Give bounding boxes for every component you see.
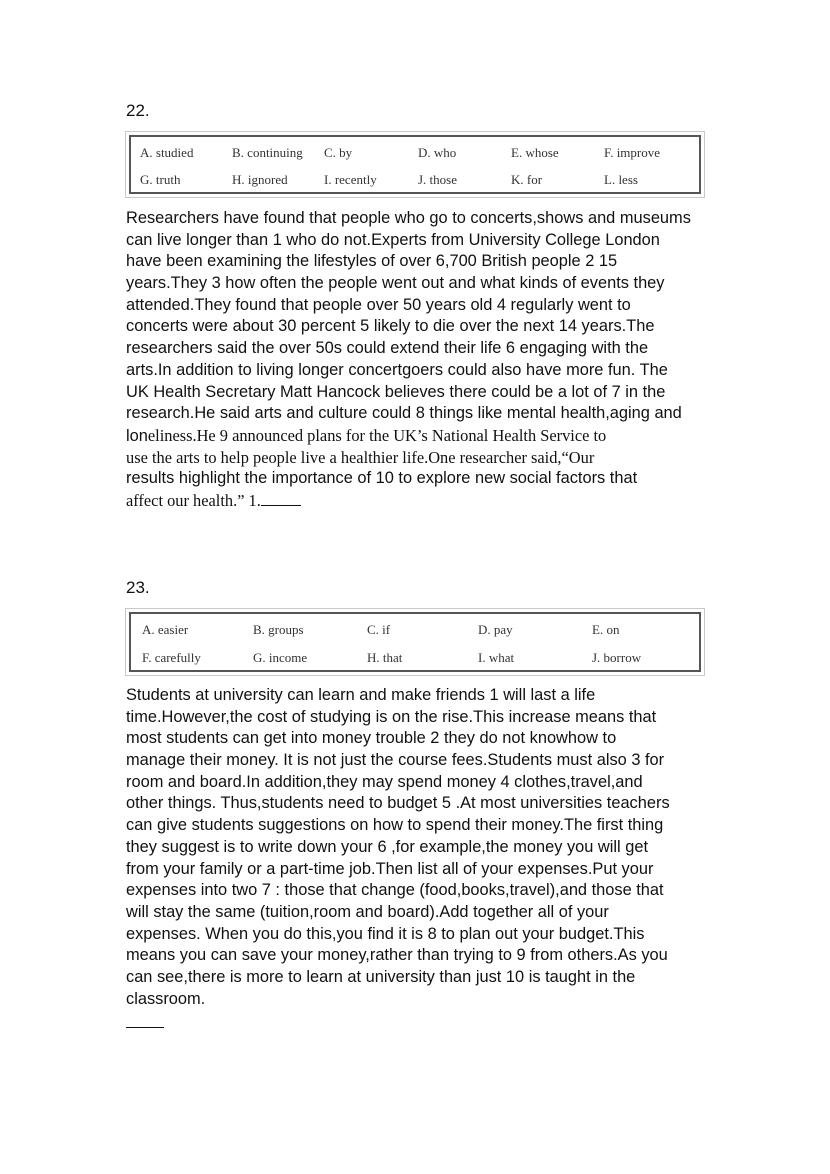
passage-22 [126, 208, 706, 512]
option-23-G: G. income [253, 650, 308, 665]
passage-line: expenses into two 7 : those that change (food,books,travel),and those that [126, 881, 664, 900]
option-22-B: B. continuing [232, 144, 303, 160]
option-22-F: F. improve [604, 144, 661, 160]
answer-blank[interactable] [261, 491, 301, 506]
passage-line: can give students suggestions on how to spend their money.The first thing [126, 816, 664, 835]
passage-line [126, 425, 706, 447]
option-22-E: E. whose [511, 144, 559, 160]
passage-line: Researchers have found that people who go to concerts,shows and museums [126, 209, 691, 227]
word-bank-22 [125, 131, 705, 198]
passage-line: can live longer than 1 who do not.Experts from University College London [126, 230, 660, 249]
word-bank-22-row [131, 167, 699, 195]
passage-line: use the arts to help people live a healthier life.One researcher said,“Our [126, 447, 595, 467]
passage-line: other things. Thus,students need to budget 5 .At most universities teachers [126, 794, 670, 813]
option-22-L: L. less [604, 172, 638, 188]
option-22-H: H. ignored [232, 172, 288, 188]
option-23-I: I. what [478, 650, 515, 665]
question-23-number: 23. [126, 578, 150, 597]
passage-23 [126, 685, 706, 1010]
word-bank-23 [125, 608, 705, 676]
word-bank-23-row [131, 614, 699, 644]
passage-line: Students at university can learn and make friends 1 will last a life [126, 686, 596, 704]
passage-line: UK Health Secretary Matt Hancock believes there could be a lot of 7 in the [126, 382, 666, 401]
passage-line: most students can get into money trouble 2 they do not knowhow to [126, 729, 617, 748]
passage-line: attended.They found that people over 50 years old 4 regularly went to [126, 295, 631, 314]
word-bank-22-row [131, 137, 699, 167]
option-22-I: I. recently [324, 172, 377, 188]
option-22-J: J. those [418, 172, 457, 188]
passage-line: time.However,the cost of studying is on the rise.This increase means that [126, 707, 657, 726]
option-22-K: K. for [511, 172, 543, 188]
option-23-C: C. if [367, 622, 391, 637]
passage-line: will stay the same (tuition,room and board).Add together all of your [126, 902, 609, 921]
passage-line: room and board.In addition,they may spend money 4 clothes,travel,and [126, 772, 643, 791]
passage-line: results highlight the importance of 10 to explore new social factors that [126, 469, 638, 488]
passage-line: concerts were about 30 percent 5 likely to die over the next 14 years.The [126, 317, 655, 336]
passage-line: expenses. When you do this,you find it is 8 to plan out your budget.This [126, 924, 645, 943]
option-23-B: B. groups [253, 622, 304, 637]
word-bank-22-frame [129, 135, 701, 194]
passage-line: have been examining the lifestyles of over 6,700 British people 2 15 [126, 252, 618, 271]
passage-line: they suggest is to write down your 6 ,for example,the money you will get [126, 837, 649, 856]
option-23-J: J. borrow [592, 650, 642, 665]
passage-line: arts.In addition to living longer concertgoers could also have more fun. The [126, 360, 668, 379]
passage-fragment: lon [126, 426, 148, 445]
option-23-A: A. easier [142, 622, 189, 637]
word-bank-23-frame [129, 612, 701, 672]
option-22-D: D. who [418, 144, 457, 160]
question-22-number: 22. [126, 101, 150, 120]
option-22-A: A. studied [140, 144, 194, 160]
option-23-H: H. that [367, 650, 403, 665]
passage-fragment: eliness.He 9 announced plans for the UK’s National Health Service to [147, 425, 607, 445]
word-bank-23-row [131, 644, 699, 672]
passage-line: can see,there is more to learn at university than just 10 is taught in the [126, 967, 636, 986]
passage-line: research.He said arts and culture could 8 things like mental health,aging and [126, 404, 682, 423]
option-22-G: G. truth [140, 172, 181, 188]
passage-fragment: affect our health.” 1. [126, 490, 261, 510]
option-22-C: C. by [324, 144, 353, 160]
passage-line: manage their money. It is not just the course fees.Students must also 3 for [126, 751, 665, 770]
passage-line: means you can save your money,rather than trying to 9 from others.As you [126, 946, 668, 965]
passage-line [126, 490, 706, 512]
passage-line: from your family or a part-time job.Then list all of your expenses.Put your [126, 859, 654, 878]
passage-line: years.They 3 how often the people went out and what kinds of events they [126, 274, 665, 293]
answer-blank[interactable] [126, 1027, 164, 1028]
passage-line: classroom. [126, 989, 206, 1008]
option-23-D: D. pay [478, 622, 513, 637]
passage-line: researchers said the over 50s could extend their life 6 engaging with the [126, 339, 649, 358]
option-23-E: E. on [592, 622, 620, 637]
option-23-F: F. carefully [142, 650, 201, 665]
